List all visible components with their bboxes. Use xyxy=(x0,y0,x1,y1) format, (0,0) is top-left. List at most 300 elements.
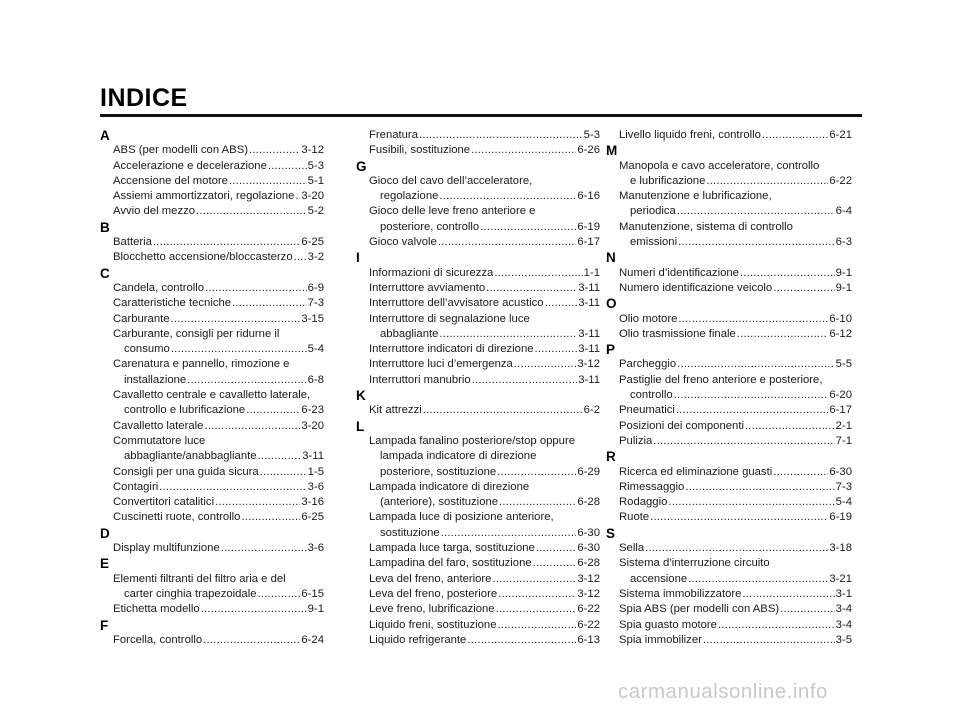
page-number: 3-11 xyxy=(578,343,600,356)
entry-text: Spia immobilizer xyxy=(619,633,702,646)
page-number: 5-5 xyxy=(835,358,852,371)
page-title: INDICE xyxy=(100,84,188,112)
entry-text: Lampadina del faro, sostituzione xyxy=(369,557,532,570)
entry-text: Etichetta modello xyxy=(113,603,200,616)
index-entry xyxy=(100,602,324,617)
page-number: 3-21 xyxy=(829,572,852,585)
dot-leader xyxy=(268,159,307,174)
page-number: 5-4 xyxy=(307,343,324,356)
section-letter: G xyxy=(356,158,367,174)
entry-text: controllo xyxy=(630,389,673,402)
page-number: 3-11 xyxy=(578,281,600,294)
entry-text: Leva del freno, posteriore xyxy=(369,587,498,600)
page-number: 3-4 xyxy=(835,618,852,631)
entry-text: Interruttore luci d’emergenza xyxy=(369,358,513,371)
index-entry xyxy=(100,296,324,311)
page-number: 6-4 xyxy=(835,205,852,218)
index-entry xyxy=(100,449,324,464)
index-entry xyxy=(606,618,852,633)
dot-leader xyxy=(229,174,307,189)
entry-text: Parcheggio xyxy=(619,358,677,371)
dot-leader xyxy=(740,266,835,281)
dot-leader xyxy=(249,143,300,158)
index-entry xyxy=(606,312,852,327)
page-number: 6-28 xyxy=(577,557,600,570)
index-entry-line: Elementi filtranti del filtro aria e del xyxy=(113,572,286,585)
index-entry-line: Cavalletto centrale e cavalletto laterale, xyxy=(113,389,311,402)
page-number: 3-20 xyxy=(301,419,324,432)
page-number: 6-17 xyxy=(577,236,600,249)
dot-leader xyxy=(241,510,300,525)
index-entry xyxy=(356,526,600,541)
page-number: 5-2 xyxy=(307,205,324,218)
section-letter: L xyxy=(356,418,365,434)
section-letter: P xyxy=(606,342,616,358)
index-entry-line: Manutenzione, sistema di controllo xyxy=(619,220,793,233)
index-entry xyxy=(356,128,600,143)
dot-leader xyxy=(201,602,307,617)
page-number: 7-3 xyxy=(307,297,324,310)
entry-text: Numero identificazione veicolo xyxy=(619,281,773,294)
dot-leader xyxy=(221,541,307,556)
page-number: 9-1 xyxy=(307,603,324,616)
entry-text: Informazioni di sicurezza xyxy=(369,266,494,279)
dot-leader xyxy=(745,419,835,434)
page-number: 6-12 xyxy=(829,327,852,340)
dot-leader xyxy=(232,296,307,311)
index-entry xyxy=(356,281,600,296)
page-number: 3-1 xyxy=(835,587,852,600)
entry-text: Convertitori catalitici xyxy=(113,496,215,509)
section-letter: N xyxy=(606,250,616,266)
dot-leader xyxy=(706,174,828,189)
page-number: 1-5 xyxy=(307,465,324,478)
entry-text: Livello liquido freni, controllo xyxy=(619,129,761,141)
index-entry xyxy=(100,342,324,357)
entry-text: Rimessaggio xyxy=(619,480,685,493)
index-entry xyxy=(100,235,324,250)
dot-leader xyxy=(187,373,307,388)
index-entry xyxy=(356,342,600,357)
index-entry xyxy=(100,189,324,204)
dot-leader xyxy=(535,342,578,357)
dot-leader xyxy=(492,572,576,587)
page-number: 7-3 xyxy=(835,480,852,493)
dot-leader xyxy=(438,235,577,250)
dot-leader xyxy=(497,465,576,480)
page-number: 1-1 xyxy=(583,266,600,279)
dot-leader xyxy=(497,618,576,633)
index-entry-line: Sistema d’interruzione circuito xyxy=(619,557,770,570)
dot-leader xyxy=(205,281,307,296)
entry-text: accensione xyxy=(630,572,688,585)
index-entry xyxy=(100,403,324,418)
page-number: 6-22 xyxy=(577,603,600,616)
entry-text: abbagliante/anabbagliante xyxy=(124,450,257,463)
dot-leader xyxy=(486,281,577,296)
page-number: 3-18 xyxy=(829,542,852,555)
index-entry-line: Interruttore di segnalazione luce xyxy=(369,312,530,325)
dot-leader xyxy=(499,495,576,510)
dot-leader xyxy=(196,204,307,219)
entry-text: Posizioni dei componenti xyxy=(619,419,744,432)
dot-leader xyxy=(688,572,828,587)
dot-leader xyxy=(545,296,578,311)
entry-text: Olio motore xyxy=(619,312,678,325)
dot-leader xyxy=(171,312,301,327)
dot-leader xyxy=(171,342,307,357)
dot-leader xyxy=(294,250,307,265)
index-entry xyxy=(100,480,324,495)
page-number: 6-16 xyxy=(577,190,600,203)
index-entry xyxy=(100,587,324,602)
entry-text: Frenatura xyxy=(369,129,418,141)
index-entry xyxy=(356,266,600,281)
dot-leader xyxy=(153,235,300,250)
dot-leader xyxy=(423,403,583,418)
entry-text: abbagliante xyxy=(380,327,439,340)
index-entry xyxy=(356,189,600,204)
page-number: 3-15 xyxy=(301,312,324,325)
index-entry xyxy=(606,235,852,250)
index-entry-line: Carenatura e pannello, rimozione e xyxy=(113,358,290,371)
page-number: 3-11 xyxy=(578,297,600,310)
index-entry-line: Lampada luce di posizione anteriore, xyxy=(369,511,554,524)
page-number: 5-1 xyxy=(307,174,324,187)
dot-leader xyxy=(653,434,834,449)
entry-text: Pulizia xyxy=(619,434,653,447)
entry-text: Numeri d’identificazione xyxy=(619,266,739,279)
index-entry-line: Carburante, consigli per ridurne il xyxy=(113,327,280,340)
title-rule xyxy=(100,114,862,117)
entry-text: Accensione del motore xyxy=(113,174,228,187)
entry-text: emissioni xyxy=(630,236,678,249)
page-number: 6-26 xyxy=(577,144,600,157)
watermark: carmanualsonline.info xyxy=(618,680,828,703)
index-column-2 xyxy=(356,128,600,648)
index-entry xyxy=(606,587,852,602)
page-number: 3-12 xyxy=(577,358,600,371)
dot-leader xyxy=(494,266,582,281)
entry-text: Contagiri xyxy=(113,480,159,493)
entry-text: Olio trasmissione finale xyxy=(619,327,736,340)
dot-leader xyxy=(258,587,301,602)
index-entry-line: Lampada indicatore di direzione xyxy=(369,480,530,493)
page-number: 6-3 xyxy=(835,236,852,249)
index-entry xyxy=(606,541,852,556)
entry-text: Leva del freno, anteriore xyxy=(369,572,492,585)
dot-leader xyxy=(498,587,576,602)
entry-text: Ruote xyxy=(619,511,650,524)
page-number: 6-30 xyxy=(577,542,600,555)
entry-text: Candela, controllo xyxy=(113,281,205,294)
section-letter: D xyxy=(100,525,110,541)
dot-leader xyxy=(668,495,834,510)
page-number: 3-12 xyxy=(577,587,600,600)
dot-leader xyxy=(677,204,835,219)
index-entry-line: Lampada fanalino posteriore/stop oppure xyxy=(369,434,575,447)
section-letter: A xyxy=(100,128,110,143)
index-entry xyxy=(356,296,600,311)
entry-text: Rodaggio xyxy=(619,496,668,509)
page-number: 6-15 xyxy=(301,587,324,600)
dot-leader xyxy=(472,373,578,388)
entry-text: Caratteristiche tecniche xyxy=(113,297,232,310)
section-letter: F xyxy=(100,617,109,633)
page-number: 2-1 xyxy=(835,419,852,432)
page-number: 3-5 xyxy=(835,633,852,646)
entry-text: Forcella, controllo xyxy=(113,633,203,646)
entry-text: Leve freno, lubrificazione xyxy=(369,603,495,616)
index-entry xyxy=(606,510,852,525)
index-entry xyxy=(606,204,852,219)
entry-text: Cavalletto laterale xyxy=(113,419,204,432)
dot-leader xyxy=(295,189,300,204)
index-entry-line: Manutenzione e lubrificazione, xyxy=(619,190,772,203)
page-number: 3-11 xyxy=(578,373,600,386)
dot-leader xyxy=(514,357,577,372)
dot-leader xyxy=(678,312,828,327)
index-entry xyxy=(100,250,324,265)
dot-leader xyxy=(258,449,302,464)
page-number: 3-16 xyxy=(301,496,324,509)
dot-leader xyxy=(674,388,829,403)
page-number: 6-25 xyxy=(301,511,324,524)
dot-leader xyxy=(677,357,835,372)
dot-leader xyxy=(703,633,835,648)
section-letter: B xyxy=(100,219,110,235)
index-entry xyxy=(606,327,852,342)
index-entry xyxy=(100,204,324,219)
page-number: 3-20 xyxy=(301,190,324,203)
index-entry xyxy=(100,373,324,388)
entry-text: installazione xyxy=(124,373,187,386)
entry-text: regolazione xyxy=(380,190,439,203)
section-letter: E xyxy=(100,556,110,572)
entry-text: Carburante xyxy=(113,312,170,325)
index-entry xyxy=(606,480,852,495)
index-entry xyxy=(356,403,600,418)
dot-leader xyxy=(737,327,829,342)
page-number: 6-29 xyxy=(577,465,600,478)
index-entry xyxy=(606,572,852,587)
dot-leader xyxy=(439,189,576,204)
dot-leader xyxy=(480,220,576,235)
index-entry xyxy=(100,495,324,510)
section-letter: I xyxy=(356,250,360,266)
page-number: 6-17 xyxy=(829,404,852,417)
index-entry-line: Manopola e cavo acceleratore, controllo xyxy=(619,159,820,172)
page-number: 6-19 xyxy=(577,220,600,233)
entry-text: Accelerazione e decelerazione xyxy=(113,159,267,172)
index-entry xyxy=(100,541,324,556)
entry-text: Batteria xyxy=(113,236,152,249)
index-entry xyxy=(100,143,324,158)
dot-leader xyxy=(676,403,828,418)
page-number: 6-10 xyxy=(829,312,852,325)
page-number: 9-1 xyxy=(835,281,852,294)
entry-text: Sistema immobilizzatore xyxy=(619,587,742,600)
entry-text: Gioco valvole xyxy=(369,236,437,249)
index-entry xyxy=(100,281,324,296)
section-letter: C xyxy=(100,265,110,281)
entry-text: Cuscinetti ruote, controllo xyxy=(113,511,241,524)
dot-leader xyxy=(773,281,834,296)
index-entry xyxy=(606,128,852,143)
dot-leader xyxy=(718,618,835,633)
index-entry xyxy=(356,541,600,556)
dot-leader xyxy=(742,587,834,602)
entry-text: posteriore, controllo xyxy=(380,220,480,233)
index-entry xyxy=(356,220,600,235)
index-entry xyxy=(606,388,852,403)
page-number: 3-11 xyxy=(302,450,324,463)
dot-leader xyxy=(467,633,576,648)
entry-text: Interruttori manubrio xyxy=(369,373,471,386)
dot-leader xyxy=(471,143,576,158)
index-entry xyxy=(606,495,852,510)
dot-leader xyxy=(536,541,577,556)
index-entry xyxy=(606,357,852,372)
page-number: 3-2 xyxy=(307,251,324,264)
index-entry xyxy=(606,281,852,296)
index-entry xyxy=(606,602,852,617)
page-number: 6-22 xyxy=(577,618,600,631)
dot-leader xyxy=(204,419,300,434)
entry-text: Fusibili, sostituzione xyxy=(369,144,471,157)
page-number: 6-23 xyxy=(301,404,324,417)
index-entry xyxy=(356,572,600,587)
index-entry xyxy=(100,419,324,434)
entry-text: Display multifunzione xyxy=(113,542,220,555)
page-number: 6-30 xyxy=(577,526,600,539)
index-entry xyxy=(100,312,324,327)
dot-leader xyxy=(685,480,834,495)
section-letter: K xyxy=(356,388,366,404)
index-entry xyxy=(356,602,600,617)
page-number: 6-2 xyxy=(583,404,600,417)
dot-leader xyxy=(780,602,835,617)
index-entry-line: Gioco del cavo dell’acceleratore, xyxy=(369,174,533,187)
index-entry xyxy=(100,465,324,480)
page-number: 3-6 xyxy=(307,542,324,555)
index-entry xyxy=(356,633,600,648)
index-entry xyxy=(356,556,600,571)
index-entry xyxy=(356,587,600,602)
index-entry xyxy=(356,143,600,158)
entry-text: Spia guasto motore xyxy=(619,618,717,631)
page-number: 6-8 xyxy=(307,373,324,386)
index-entry xyxy=(356,235,600,250)
page-number: 3-11 xyxy=(578,327,600,340)
dot-leader xyxy=(678,235,835,250)
dot-leader xyxy=(215,495,300,510)
entry-text: Lampada luce targa, sostituzione xyxy=(369,542,535,555)
index-entry xyxy=(606,403,852,418)
index-entry xyxy=(606,266,852,281)
index-entry-line: lampada indicatore di direzione xyxy=(380,450,537,463)
entry-text: Avvio del mezzo xyxy=(113,205,196,218)
index-entry xyxy=(100,159,324,174)
page-number: 6-22 xyxy=(829,174,852,187)
dot-leader xyxy=(203,633,300,648)
entry-text: Liquido freni, sostituzione xyxy=(369,618,497,631)
dot-leader xyxy=(533,556,577,571)
dot-leader xyxy=(439,327,577,342)
index-entry xyxy=(356,465,600,480)
entry-text: Sella xyxy=(619,542,645,555)
entry-text: carter cinghia trapezoidale xyxy=(124,587,257,600)
page-number: 6-28 xyxy=(577,496,600,509)
entry-text: sostituzione xyxy=(380,526,440,539)
entry-text: Assiemi ammortizzatori, regolazione xyxy=(113,190,295,203)
page-number: 5-4 xyxy=(835,496,852,509)
page-number: 3-4 xyxy=(835,603,852,616)
entry-text: Interruttore dell’avvisatore acustico xyxy=(369,297,544,310)
entry-text: Blocchetto accensione/bloccasterzo xyxy=(113,251,293,264)
index-column-1 xyxy=(100,128,324,648)
page-number: 6-13 xyxy=(577,633,600,646)
page-number: 3-6 xyxy=(307,480,324,493)
entry-text: Kit attrezzi xyxy=(369,404,422,417)
index-entry xyxy=(606,174,852,189)
entry-text: Liquido refrigerante xyxy=(369,633,467,646)
page-number: 3-12 xyxy=(577,572,600,585)
dot-leader xyxy=(441,526,577,541)
index-entry-line: Gioco delle leve freno anteriore e xyxy=(369,205,536,218)
section-letter: S xyxy=(606,525,616,541)
index-entry-line: Commutatore luce xyxy=(113,434,206,447)
index-entry xyxy=(606,633,852,648)
page-number: 5-3 xyxy=(307,159,324,172)
entry-text: Interruttore indicatori di direzione xyxy=(369,343,534,356)
page-number: 6-25 xyxy=(301,236,324,249)
entry-text: Spia ABS (per modelli con ABS) xyxy=(619,603,780,616)
page-number: 9-1 xyxy=(835,266,852,279)
index-entry xyxy=(356,357,600,372)
index-entry xyxy=(356,373,600,388)
index-entry xyxy=(100,174,324,189)
entry-text: posteriore, sostituzione xyxy=(380,465,497,478)
section-letter: R xyxy=(606,449,616,465)
page-number: 3-12 xyxy=(301,144,324,157)
dot-leader xyxy=(260,465,307,480)
page-number: 6-30 xyxy=(829,465,852,478)
index-entry xyxy=(606,465,852,480)
index-entry xyxy=(356,495,600,510)
index-entry xyxy=(606,434,852,449)
dot-leader xyxy=(159,480,306,495)
entry-text: Pneumatici xyxy=(619,404,675,417)
index-entry xyxy=(100,510,324,525)
page-number: 7-1 xyxy=(835,434,852,447)
page-number: 5-3 xyxy=(583,129,600,141)
dot-leader xyxy=(419,128,583,143)
entry-text: Interruttore avviamento xyxy=(369,281,486,294)
index-column-3 xyxy=(606,128,852,648)
page-number: 6-21 xyxy=(829,129,852,141)
dot-leader xyxy=(650,510,828,525)
dot-leader xyxy=(496,602,577,617)
dot-leader xyxy=(645,541,828,556)
page-number: 6-9 xyxy=(307,281,324,294)
dot-leader xyxy=(762,128,828,143)
section-letter: M xyxy=(606,143,618,159)
entry-text: e lubrificazione xyxy=(630,174,706,187)
entry-text: controllo e lubrificazione xyxy=(124,404,246,417)
entry-text: periodica xyxy=(630,205,676,218)
dot-leader xyxy=(246,403,300,418)
